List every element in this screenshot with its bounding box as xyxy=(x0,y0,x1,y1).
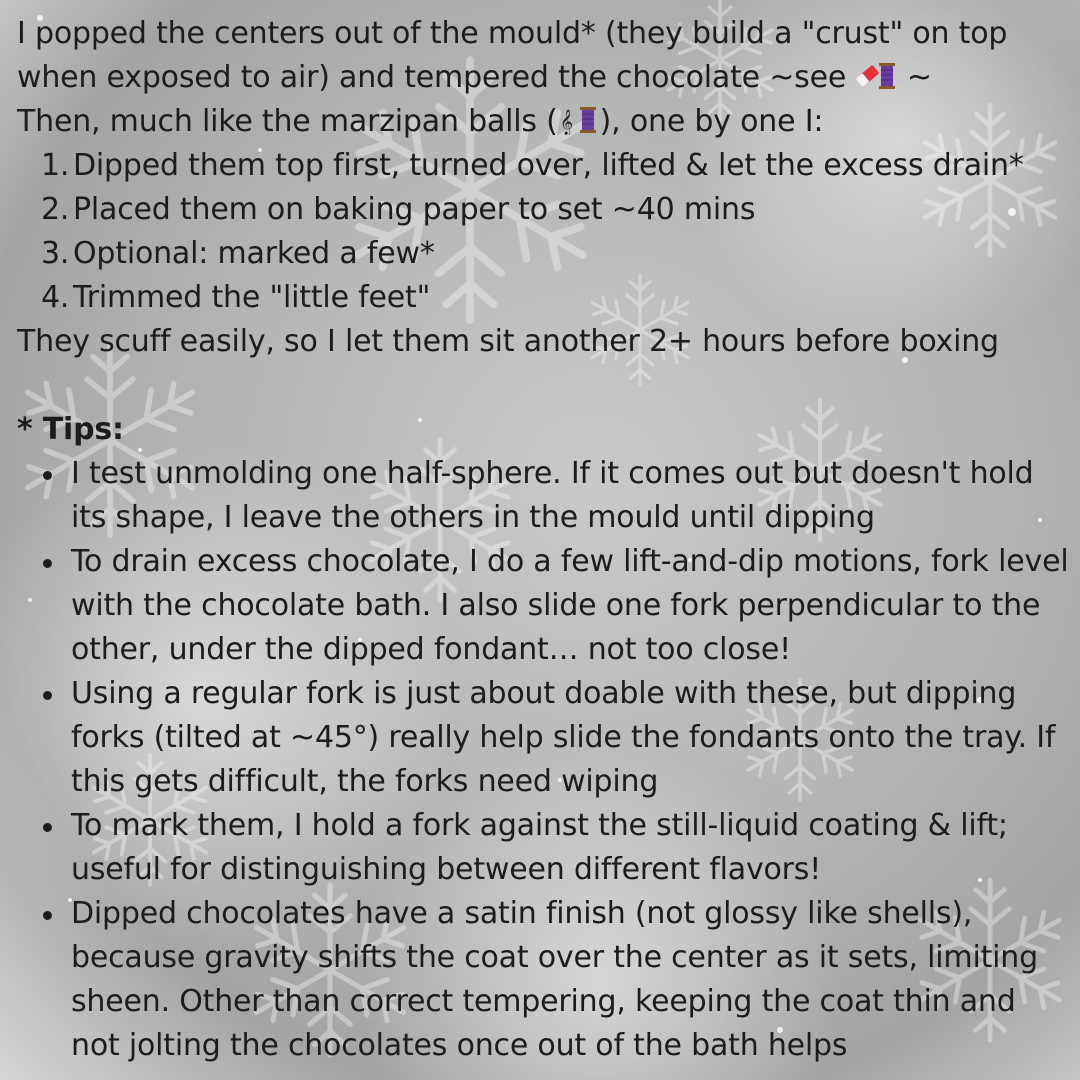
step-number: 1. xyxy=(41,148,70,183)
steps-list xyxy=(17,144,1072,320)
tips-list xyxy=(17,452,1072,1068)
tip-text: To mark them, I hold a fork against the still-liquid coating & lift; useful for distinguishing between different flavors! xyxy=(71,808,1008,887)
tip-item xyxy=(17,452,1071,540)
tip-item xyxy=(17,804,1071,892)
step-text: Optional: marked a few* xyxy=(73,236,435,271)
step-number: 3. xyxy=(41,236,70,271)
tip-item xyxy=(17,672,1071,804)
step-item xyxy=(17,144,1072,188)
intro-line-3-text-end: ), one by one I: xyxy=(599,104,824,139)
tip-text: Dipped chocolates have a satin finish (not glossy like shells), because gravity shifts the coat over the center as it sets, limiting sheen. Other than correct tempering, keeping the coat thin and not jolting the chocolates once out of the bath helps xyxy=(71,896,1038,1063)
step-item xyxy=(17,276,1072,320)
step-number: 4. xyxy=(41,280,70,315)
tip-item xyxy=(17,540,1071,672)
step-item xyxy=(17,232,1072,276)
treble-clef-thread-icon xyxy=(558,105,600,135)
instructions-document xyxy=(17,12,1072,1068)
intro-line-1: I popped the centers out of the mould* (they build a "crust" on top xyxy=(17,16,1008,51)
intro-line-3-text: Then, much like the marzipan balls ( xyxy=(17,104,558,139)
bullet-icon xyxy=(43,911,52,920)
bullet-icon xyxy=(43,691,52,700)
bullet-icon xyxy=(43,823,52,832)
tip-text: I test unmolding one half-sphere. If it comes out but doesn't hold its shape, I leave the others in the mould until dipping xyxy=(71,456,1034,535)
intro-line-3 xyxy=(17,100,1072,144)
step-text: Dipped them top first, turned over, lifted & let the excess drain* xyxy=(73,148,1024,183)
eraser-thread-icon xyxy=(855,61,897,91)
intro-line-2 xyxy=(17,56,1072,100)
tip-item xyxy=(17,892,1071,1068)
step-item xyxy=(17,188,1072,232)
bullet-icon xyxy=(43,559,52,568)
intro-line-2-tilde: ~ xyxy=(906,60,932,95)
bullet-icon xyxy=(43,471,52,480)
step-text: Trimmed the "little feet" xyxy=(73,280,431,315)
svg-text:𝄞: 𝄞 xyxy=(559,110,573,135)
intro-line-2-text: when exposed to air) and tempered the chocolate ~see xyxy=(17,60,847,95)
step-text: Placed them on baking paper to set ~40 mins xyxy=(73,192,756,227)
step-number: 2. xyxy=(41,192,70,227)
after-steps-note: They scuff easily, so I let them sit another 2+ hours before boxing xyxy=(17,324,999,359)
blank-line xyxy=(17,364,1072,408)
tips-heading: * Tips: xyxy=(17,412,124,447)
tip-text: Using a regular fork is just about doable with these, but dipping forks (tilted at ~45°) really help slide the fondants onto the tray. If this gets difficult, the forks need wiping xyxy=(71,676,1056,799)
tip-text: To drain excess chocolate, I do a few lift-and-dip motions, fork level with the chocolate bath. I also slide one fork perpendicular to the other, under the dipped fondant… not too close! xyxy=(71,544,1069,667)
